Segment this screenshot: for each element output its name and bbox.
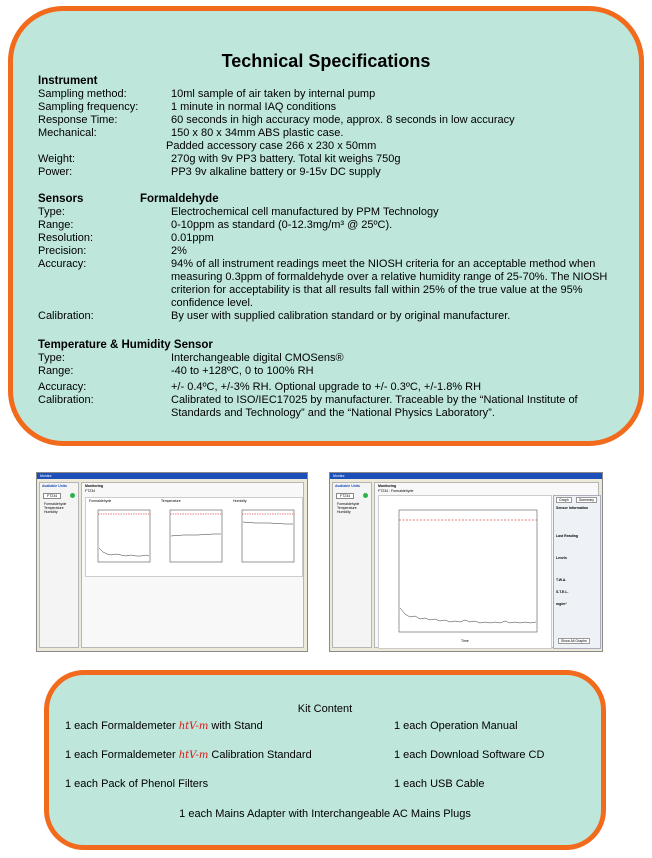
spec-value: Calibrated to ISO/IEC17025 by manufacturer. Traceable by the “National Institute of Standards and Technology” and the “National Physics Laboratory”. bbox=[171, 394, 578, 419]
panel-section: mg/m³ bbox=[556, 602, 567, 606]
spec-label: Mechanical: bbox=[38, 127, 97, 139]
status-dot-icon bbox=[70, 493, 75, 498]
spec-value: 270g with 9v PP3 battery. Total kit weighs 750g bbox=[171, 153, 401, 165]
spec-label: Calibration: bbox=[38, 394, 94, 406]
spec-label: Range: bbox=[38, 219, 74, 231]
mini-chart-plot bbox=[158, 498, 230, 576]
kit-item-filters: 1 each Pack of Phenol Filters bbox=[65, 778, 209, 790]
series-line bbox=[243, 522, 293, 524]
series-line bbox=[171, 534, 221, 536]
status-dot-icon bbox=[363, 493, 368, 498]
temp-humidity-heading: Temperature & Humidity Sensor bbox=[38, 339, 213, 351]
sidebar-item[interactable]: Temperature bbox=[337, 506, 357, 510]
spec-label: Power: bbox=[38, 166, 73, 178]
software-screenshot-detail bbox=[329, 472, 603, 652]
spec-value: 60 seconds in high accuracy mode, approx. 8 seconds in low accuracy bbox=[171, 114, 515, 126]
window-titlebar bbox=[37, 473, 307, 479]
spec-label: Resolution: bbox=[38, 232, 94, 244]
spec-value: By user with supplied calibration standard or by original manufacturer. bbox=[171, 310, 511, 322]
unit-button[interactable]: FT234 bbox=[336, 493, 354, 499]
sidebar-item[interactable]: Temperature bbox=[44, 506, 64, 510]
brand-logo: htV-m bbox=[178, 721, 209, 732]
spec-value: 1 minute in normal IAQ conditions bbox=[171, 101, 337, 113]
unit-button[interactable]: FT234 bbox=[43, 493, 61, 499]
charts-strip bbox=[85, 497, 303, 577]
spec-value: PP3 9v alkaline battery or 9-15v DC supply bbox=[171, 166, 381, 178]
detail-chart bbox=[378, 495, 552, 649]
mini-chart-title: Temperature bbox=[161, 499, 181, 503]
sidebar-item[interactable]: Humidity bbox=[44, 510, 58, 514]
kit-item-text: 1 each Formaldemeter bbox=[65, 749, 179, 761]
kit-item-calibration bbox=[65, 749, 312, 761]
plot-frame bbox=[399, 510, 537, 632]
spec-value: 0.01ppm bbox=[171, 232, 214, 244]
window-title: Monitor bbox=[40, 474, 52, 478]
panel-section: T.W.A. bbox=[556, 578, 567, 582]
mini-chart-plot bbox=[230, 498, 302, 576]
kit-title: Kit Content bbox=[297, 703, 353, 715]
mini-chart-plot bbox=[86, 498, 158, 576]
sidebar-title: Available Units bbox=[335, 484, 360, 488]
kit-item-stand bbox=[65, 720, 263, 732]
kit-item-text: with Stand bbox=[208, 720, 263, 732]
panel-section: S.T.E.L. bbox=[556, 590, 569, 594]
spec-value: -40 to +128ºC, 0 to 100% RH bbox=[171, 365, 314, 377]
tab-graph[interactable]: Graph bbox=[556, 497, 572, 503]
spec-label: Type: bbox=[38, 352, 65, 364]
spec-value: Electrochemical cell manufactured by PPM Technology bbox=[171, 206, 439, 218]
monitoring-unit: FT234 : Formaldehyde bbox=[378, 489, 414, 493]
series-line bbox=[400, 608, 536, 623]
spec-value: 0-10ppm as standard (0-12.3mg/m³ @ 25ºC). bbox=[171, 219, 393, 231]
kit-content-panel bbox=[44, 670, 606, 850]
spec-value: Interchangeable digital CMOSens® bbox=[171, 352, 344, 364]
instrument-heading: Instrument bbox=[38, 75, 98, 87]
mini-chart-temperature bbox=[158, 498, 230, 576]
software-screenshot-overview bbox=[36, 472, 308, 652]
spec-value: +/- 0.4ºC, +/-3% RH. Optional upgrade to +/- 0.3ºC, +/-1.8% RH bbox=[171, 381, 482, 393]
tab-summary[interactable]: Summary bbox=[576, 497, 597, 503]
page-title: Technical Specifications bbox=[221, 51, 431, 71]
spec-label: Sampling method: bbox=[38, 88, 127, 100]
window-titlebar bbox=[330, 473, 602, 479]
monitoring-area bbox=[374, 482, 599, 648]
sidebar-title: Available Units bbox=[42, 484, 67, 488]
sensors-label: Sensors bbox=[38, 193, 84, 205]
detail-chart-plot bbox=[379, 496, 551, 648]
sensors-heading bbox=[38, 193, 83, 206]
mini-chart-title: Formaldehyde bbox=[89, 499, 112, 503]
brand-logo: htV-m bbox=[178, 750, 209, 761]
plot-frame bbox=[170, 510, 222, 562]
spec-label: Range: bbox=[38, 365, 74, 377]
show-all-graphs-button[interactable]: Show All Graphs bbox=[558, 638, 590, 644]
mini-chart-title: Humidity bbox=[233, 499, 247, 503]
plot-frame bbox=[242, 510, 294, 562]
spec-label: Accuracy: bbox=[38, 381, 87, 393]
available-units-sidebar bbox=[39, 482, 79, 648]
spec-label: Calibration: bbox=[38, 310, 94, 322]
monitoring-area bbox=[81, 482, 304, 648]
spec-label: Accuracy: bbox=[38, 258, 87, 270]
mini-chart-formaldehyde bbox=[86, 498, 158, 576]
kit-item-text: Calibration Standard bbox=[208, 749, 312, 761]
kit-item-mains: 1 each Mains Adapter with Interchangeable AC Mains Plugs bbox=[179, 808, 471, 820]
spec-value: 94% of all instrument readings meet the NIOSH criteria for an acceptable method when measuring 0.3ppm of formaldehyde over a relative humidity range of 25-70%. The NIOSH criterion for acceptability is that all results fall within 25% of the true value at the 95% confidence level. bbox=[171, 258, 608, 309]
kit-item-manual: 1 each Operation Manual bbox=[394, 720, 518, 732]
panel-section: Last Reading bbox=[556, 534, 578, 538]
monitoring-title: Monitoring bbox=[378, 484, 397, 488]
kit-item-usb: 1 each USB Cable bbox=[394, 778, 485, 790]
specifications-panel bbox=[8, 6, 644, 446]
x-axis-label: Time bbox=[461, 639, 469, 643]
kit-item-text: 1 each Formaldemeter bbox=[65, 720, 179, 732]
spec-label: Precision: bbox=[38, 245, 87, 257]
sidebar-item[interactable]: Formaldehyde bbox=[44, 502, 67, 506]
mini-chart-humidity bbox=[230, 498, 302, 576]
spec-label: Type: bbox=[38, 206, 65, 218]
available-units-sidebar bbox=[332, 482, 372, 648]
spec-label: Sampling frequency: bbox=[38, 101, 139, 113]
window-title: Monitor bbox=[333, 474, 345, 478]
sidebar-item[interactable]: Formaldehyde bbox=[337, 502, 360, 506]
spec-value: Padded accessory case 266 x 230 x 50mm bbox=[166, 140, 377, 152]
sensor-name: Formaldehyde bbox=[140, 193, 219, 205]
kit-item-cd: 1 each Download Software CD bbox=[394, 749, 545, 761]
spec-value: 2% bbox=[171, 245, 187, 257]
panel-section: Sensor Information bbox=[556, 506, 589, 510]
spec-label: Response Time: bbox=[38, 114, 118, 126]
spec-value: 10ml sample of air taken by internal pump bbox=[171, 88, 376, 100]
sidebar-item[interactable]: Humidity bbox=[337, 510, 351, 514]
spec-label: Weight: bbox=[38, 153, 76, 165]
monitoring-unit: FT234 bbox=[85, 489, 96, 493]
monitoring-title: Monitoring bbox=[85, 484, 104, 488]
summary-panel bbox=[553, 495, 601, 649]
plot-frame bbox=[98, 510, 150, 562]
panel-section: Levels bbox=[556, 556, 567, 560]
spec-value: 150 x 80 x 34mm ABS plastic case. bbox=[171, 127, 344, 139]
series-line bbox=[99, 548, 149, 556]
